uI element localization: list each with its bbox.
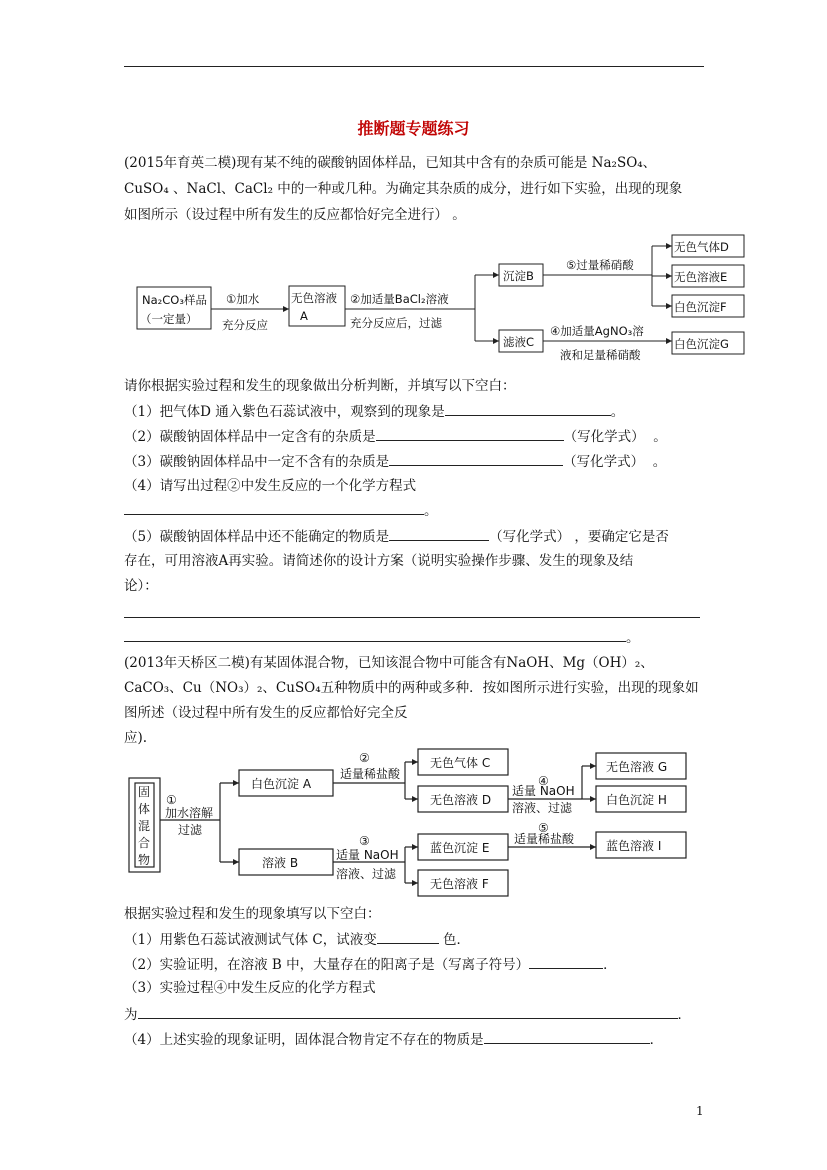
- step5-label: ⑤过量稀硝酸: [566, 258, 634, 272]
- step2-label: 适量稀盐酸: [340, 767, 401, 781]
- header-rule: [124, 66, 704, 67]
- box-precipitate-g: [672, 332, 744, 354]
- step1-condition: 充分反应: [222, 318, 268, 332]
- answer-blank-10[interactable]: [138, 1004, 678, 1019]
- box-solution-d: [418, 786, 508, 812]
- page-number: 1: [696, 1104, 704, 1118]
- precipitate-b-label: 沉淀B: [503, 269, 534, 283]
- p2-question-2: （2）实验证明，在溶液 B 中，大量存在的阳离子是（写离子符号） ．: [124, 954, 617, 975]
- step4-condition: 液和足量稀硝酸: [560, 348, 641, 362]
- step2-condition: 充分反应后，过滤: [350, 316, 442, 330]
- box-solution-f: [418, 870, 508, 896]
- step3-number: ③: [359, 834, 370, 848]
- p2-lead: 根据实验过程和发生的现象填写以下空白：: [124, 906, 381, 922]
- step5-label: 适量稀盐酸: [514, 832, 575, 846]
- answer-blank-9[interactable]: [529, 954, 603, 969]
- answer-blank-1[interactable]: [445, 401, 611, 416]
- step3-condition: 溶液、过滤: [336, 867, 397, 881]
- step2-number: ②: [359, 751, 370, 765]
- p1-question-1: （1）把气体D 通入紫色石蕊试液中，观察到的现象是 。: [124, 401, 624, 422]
- step1-condition: 过滤: [178, 823, 203, 837]
- sample-label-2: （一定量）: [140, 312, 198, 326]
- box-mixture: [129, 778, 160, 872]
- answer-blank-8[interactable]: [377, 929, 439, 944]
- box-solution-b: [239, 849, 333, 875]
- answer-blank-11[interactable]: [484, 1029, 650, 1044]
- p2-question-4: （4）上述实验的现象证明，固体混合物肯定不存在的物质是 ．: [124, 1029, 663, 1050]
- solution-e-label: 无色溶液E: [674, 270, 728, 284]
- answer-blank-5[interactable]: [389, 526, 489, 541]
- step4-number: ④: [538, 774, 549, 788]
- solution-i-label: 蓝色溶液 I: [606, 839, 662, 853]
- precipitate-e-label: 蓝色沉淀 E: [430, 841, 490, 855]
- step1-label: ①加水: [226, 292, 260, 306]
- box-precipitate-a: [239, 770, 333, 796]
- p1-question-5-line-3: 论）：: [124, 578, 158, 594]
- p2-question-3: （3）实验过程④中发生反应的化学方程式: [124, 980, 376, 996]
- solution-g-label: 无色溶液 G: [606, 760, 668, 774]
- box-precipitate-b: [499, 264, 543, 286]
- box-precipitate-h: [596, 786, 686, 812]
- solution-f-label: 无色溶液 F: [430, 877, 489, 891]
- box-solution-e: [672, 265, 744, 287]
- p1-lead: 请你根据实验过程和发生的现象做出分析判断，并填写以下空白：: [124, 378, 516, 394]
- precipitate-f-label: 白色沉淀F: [674, 300, 727, 314]
- mixture-char-5: 物: [138, 853, 151, 867]
- step4-label: ④加适量AgNO₃溶: [550, 324, 644, 338]
- precipitate-g-label: 白色沉淀G: [674, 337, 729, 351]
- answer-blank-6[interactable]: [124, 603, 700, 618]
- mixture-char-3: 混: [138, 819, 151, 833]
- p2-intro-line-4: 应).: [124, 730, 148, 746]
- gas-d-label: 无色气体D: [674, 240, 729, 254]
- step3-label: 适量 NaOH: [336, 848, 399, 862]
- box-precipitate-e: [418, 834, 508, 860]
- p1-question-5-line-2: 存在，可用溶液A再实验。请简述你的设计方案（说明实验操作步骤、发生的现象及结: [124, 553, 634, 569]
- solution-a-label-2: A: [300, 309, 308, 323]
- p1-question-4-answer: 。: [124, 500, 438, 521]
- mixture-char-4: 合: [138, 836, 151, 850]
- box-gas-d: [672, 235, 744, 257]
- p1-question-5-answer-1: [124, 603, 700, 624]
- precipitate-a-label: 白色沉淀 A: [251, 777, 312, 791]
- box-gas-c: [418, 749, 508, 775]
- filtrate-c-label: 滤液C: [503, 335, 535, 349]
- solution-d-label: 无色溶液 D: [430, 793, 492, 807]
- solution-b-label: 溶液 B: [262, 856, 299, 870]
- p2-question-3-answer: 为 ．: [124, 1004, 691, 1025]
- mixture-char-1: 固: [138, 785, 151, 799]
- p1-intro-line-3: 如图所示（设过程中所有发生的反应都恰好完全进行） 。: [124, 207, 466, 223]
- box-solution-a: [289, 286, 345, 326]
- step4-condition: 溶液、过滤: [512, 801, 573, 815]
- p2-intro-line-2: CaCO₃、Cu（NO₃）₂、CuSO₄五种物质中的两种或多种．按如图所示进行实验，出现的现象如: [124, 680, 699, 696]
- p1-question-5: （5）碳酸钠固体样品中还不能确定的物质是 （写化学式） ，要确定它是否: [124, 526, 669, 547]
- p1-question-5-answer-2: 。: [124, 627, 640, 648]
- step1-number: ①: [166, 793, 177, 807]
- step1-label: 加水溶解: [165, 806, 214, 820]
- p1-question-2: （2）碳酸钠固体样品中一定含有的杂质是 （写化学式） 。: [124, 426, 667, 447]
- step4-label: 适量 NaOH: [512, 784, 575, 798]
- answer-blank-7[interactable]: [124, 627, 626, 642]
- p2-intro-line-1: (2013年天桥区二模)有某固体混合物，已知该混合物中可能含有NaOH、Mg（OH）₂、: [124, 655, 654, 671]
- box-sample: [137, 287, 211, 329]
- step5-number: ⑤: [538, 821, 549, 835]
- answer-blank-4[interactable]: [124, 500, 424, 515]
- p1-intro-line-2: CuSO₄ 、NaCl、CaCl₂ 中的一种或几种。为确定其杂质的成分，进行如下实验，出现的现象: [124, 181, 683, 197]
- step2-label: ②加适量BaCl₂溶液: [350, 292, 449, 306]
- box-solution-i: [596, 832, 686, 858]
- solution-a-label-1: 无色溶液: [291, 291, 337, 305]
- page-title: 推断题专题练习: [357, 119, 470, 138]
- sample-label-1: Na₂CO₃样品: [142, 293, 207, 307]
- answer-blank-3[interactable]: [389, 451, 563, 466]
- mixture-char-2: 体: [138, 802, 151, 816]
- p2-question-1: （1）用紫色石蕊试液测试气体 C，试液变 色．: [124, 929, 470, 950]
- answer-blank-2[interactable]: [376, 426, 564, 441]
- box-precipitate-f: [672, 295, 744, 317]
- p2-intro-line-3: 图所述（设过程中所有发生的反应都恰好完全反: [124, 705, 408, 721]
- box-filtrate-c: [499, 330, 543, 352]
- precipitate-h-label: 白色沉淀 H: [606, 793, 667, 807]
- p1-question-4: （4）请写出过程②中发生反应的一个化学方程式: [124, 478, 417, 494]
- p1-question-3: （3）碳酸钠固体样品中一定不含有的杂质是 （写化学式） 。: [124, 451, 666, 472]
- gas-c-label: 无色气体 C: [430, 756, 491, 770]
- p1-intro-line-1: (2015年育英二模)现有某不纯的碳酸钠固体样品，已知其中含有的杂质可能是 Na₂SO₄、: [124, 155, 657, 171]
- box-solution-g: [596, 753, 686, 779]
